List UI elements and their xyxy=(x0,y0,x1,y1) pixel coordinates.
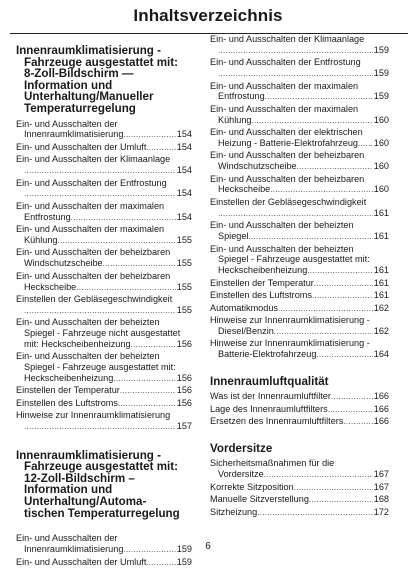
toc-entry-text: Heckscheibenheizung xyxy=(218,265,308,276)
toc-page-number: 166 xyxy=(373,391,389,402)
toc-page-number: 154 xyxy=(176,211,192,222)
section-heading-line: Information und xyxy=(24,78,113,92)
toc-entry[interactable] xyxy=(16,557,192,569)
toc-page-number: 159 xyxy=(373,68,389,79)
toc-entry-list xyxy=(16,119,192,433)
toc-entry-text: Ein- und Ausschalten der xyxy=(16,118,118,129)
dot-leader xyxy=(328,404,373,416)
toc-page-number: 160 xyxy=(373,114,389,125)
toc-entry[interactable] xyxy=(210,290,389,302)
toc-entry[interactable] xyxy=(16,317,192,350)
toc-entry-text: Ein- und Ausschalten der beheizten xyxy=(210,220,354,231)
toc-entry[interactable] xyxy=(210,34,389,57)
dot-leader xyxy=(218,68,373,80)
toc-entry[interactable] xyxy=(16,154,192,177)
toc-entry-text: Ein- und Ausschalten der Klimaanlage xyxy=(16,154,171,165)
toc-entry-text: Ein- und Ausschalten der Entfrostung xyxy=(210,57,361,68)
section-heading[interactable] xyxy=(16,45,192,115)
toc-entry-row xyxy=(210,161,389,173)
toc-entry-text: Ersetzen des Innenraumluftfilters xyxy=(210,416,344,427)
toc-entry[interactable] xyxy=(16,178,192,201)
toc-entry[interactable] xyxy=(210,416,389,428)
toc-entry-text: Ein- und Ausschalten der beheizbaren xyxy=(16,270,171,281)
toc-entry-text: Ein- und Ausschalten der Klimaanlage xyxy=(210,34,365,44)
toc-entry-row xyxy=(210,349,389,361)
toc-page-number: 161 xyxy=(373,207,389,218)
page-title: Inhaltsverzeichnis xyxy=(133,6,283,25)
toc-page-number: 154 xyxy=(176,188,192,199)
toc-page-number: 172 xyxy=(373,506,389,517)
toc-entry[interactable] xyxy=(210,104,389,127)
dot-leader xyxy=(146,557,175,569)
dot-leader xyxy=(252,115,373,127)
dot-leader xyxy=(316,349,372,361)
toc-entry-row xyxy=(210,265,389,277)
toc-entry-text: Kühlung xyxy=(218,114,252,125)
toc-entry-list xyxy=(210,458,389,518)
toc-page-number: 160 xyxy=(373,184,389,195)
toc-entry-row xyxy=(210,391,389,403)
section-heading-line: Unterhaltung/Automa- xyxy=(24,495,147,509)
toc-entry-row xyxy=(210,91,389,103)
toc-entry[interactable] xyxy=(210,244,389,277)
toc-entry[interactable] xyxy=(210,494,389,506)
section-heading-line: 8-Zoll-Bildschirm — xyxy=(24,67,134,81)
page-number: 6 xyxy=(205,541,211,552)
toc-entry-text: Ein- und Ausschalten der beheizten xyxy=(210,243,354,254)
toc-entry[interactable] xyxy=(210,404,389,416)
section-heading-line: 12-Zoll-Bildschirm – xyxy=(24,471,135,485)
toc-page-number: 161 xyxy=(373,231,389,242)
toc-entry-row xyxy=(210,494,389,506)
toc-entry[interactable] xyxy=(16,247,192,270)
toc-entry-text: Ein- und Ausschalten der beheizbaren xyxy=(210,150,365,161)
toc-entry-row xyxy=(16,339,192,351)
toc-entry-text: Lage des Innenraumluftfilters xyxy=(210,403,328,414)
toc-entry-text: Vordersitze xyxy=(218,469,264,480)
toc-entry-text: Spiegel - Fahrzeuge ausgestattet mit: xyxy=(24,362,176,373)
toc-entry-row xyxy=(16,282,192,294)
dot-leader xyxy=(123,129,175,141)
toc-entry-row xyxy=(16,235,192,247)
toc-entry-text: Heizung - Batterie-Elektrofahrzeug xyxy=(218,137,358,148)
toc-entry-text: Windschutzscheibe xyxy=(24,258,103,269)
dot-leader xyxy=(248,231,372,243)
toc-entry-text: Ein- und Ausschalten der maximalen xyxy=(210,103,359,114)
toc-entry-text: Einstellen der Temperatur xyxy=(16,385,120,396)
toc-entry-text: Einstellen der Temperatur xyxy=(210,277,314,288)
toc-entry[interactable] xyxy=(210,150,389,173)
toc-entry-text: Ein- und Ausschalten der maximalen xyxy=(210,80,359,91)
dot-leader xyxy=(71,212,176,224)
toc-entry-text: Sicherheitsmaßnahmen für die xyxy=(210,458,335,469)
dot-leader xyxy=(274,326,373,338)
toc-entry[interactable] xyxy=(16,142,192,154)
toc-entry-text: Ein- und Ausschalten der xyxy=(16,533,118,544)
toc-entry-row xyxy=(210,404,389,416)
dot-leader xyxy=(358,138,373,150)
toc-entry[interactable] xyxy=(210,220,389,243)
dot-leader xyxy=(307,265,372,277)
toc-entry[interactable] xyxy=(210,278,389,290)
toc-entry-text: Spiegel xyxy=(218,231,249,242)
toc-entry-text: Einstellen der Gebläsegeschwindigkeit xyxy=(16,294,173,305)
toc-page-number: 155 xyxy=(176,281,192,292)
dot-leader xyxy=(103,258,176,270)
toc-page-number: 167 xyxy=(373,469,389,480)
dot-leader xyxy=(218,208,373,220)
section-heading[interactable]: Vordersitze xyxy=(210,441,273,455)
toc-entry-row xyxy=(210,208,389,220)
section-heading-line: Innenraumklimatisierung - xyxy=(16,44,161,57)
toc-page-number: 154 xyxy=(176,129,192,140)
dot-leader xyxy=(58,235,176,247)
toc-entry-text: Entfrostung xyxy=(24,211,71,222)
toc-page-number: 160 xyxy=(373,137,389,148)
toc-entry-text: Ein- und Ausschalten der beheizten xyxy=(16,317,160,328)
toc-entry-text: Windschutzscheibe xyxy=(218,161,297,172)
toc-entry-row xyxy=(210,68,389,80)
toc-entry[interactable] xyxy=(16,351,192,384)
dot-leader xyxy=(278,303,373,315)
toc-entry[interactable] xyxy=(210,315,389,338)
section-heading[interactable] xyxy=(16,450,192,520)
toc-entry-text: Ein- und Ausschalten der Umluft xyxy=(16,141,147,152)
toc-entry-row xyxy=(16,398,192,410)
toc-entry-text: Spiegel - Fahrzeuge ausgestattet mit: xyxy=(218,254,370,265)
toc-entry-text: Ein- und Ausschalten der Umluft xyxy=(16,556,147,567)
toc-entry-row xyxy=(210,469,389,481)
toc-entry[interactable] xyxy=(16,224,192,247)
toc-entry-row xyxy=(210,290,389,302)
toc-entry-row xyxy=(210,231,389,243)
dot-leader xyxy=(270,184,373,196)
toc-entry-text: Ein- und Ausschalten der beheizbaren xyxy=(210,173,365,184)
toc-entry-text: Was ist der Innenraumluftfilter xyxy=(210,391,331,402)
dot-leader xyxy=(309,494,373,506)
dot-leader xyxy=(131,339,176,351)
left-column xyxy=(16,45,192,569)
section-heading-line: Information und xyxy=(24,483,113,497)
toc-entry-row xyxy=(16,373,192,385)
toc-entry-text: Korrekte Sitzposition xyxy=(210,481,294,492)
toc-entry-text: Ein- und Ausschalten der maximalen xyxy=(16,200,165,211)
toc-entry-row xyxy=(210,326,389,338)
toc-entry-row xyxy=(16,129,192,141)
toc-entry[interactable] xyxy=(210,303,389,315)
toc-page-number: 159 xyxy=(176,544,192,555)
toc-entry[interactable] xyxy=(210,482,389,494)
toc-page-number: 156 xyxy=(176,385,192,396)
toc-page-number: 160 xyxy=(373,161,389,172)
toc-entry-text: Ein- und Ausschalten der elektrischen xyxy=(210,127,363,138)
dot-leader xyxy=(265,91,373,103)
toc-entry[interactable] xyxy=(210,338,389,361)
section-heading-line: Innenraumklimatisierung - xyxy=(16,448,161,462)
toc-entry-row xyxy=(16,165,192,177)
toc-page-number: 159 xyxy=(373,44,389,55)
toc-entry-text: Ein- und Ausschalten der Entfrostung xyxy=(16,177,167,188)
toc-entry-text: Einstellen des Luftstroms xyxy=(16,397,118,408)
toc-page-number: 166 xyxy=(373,416,389,427)
dot-leader xyxy=(257,507,373,519)
toc-entry[interactable] xyxy=(210,174,389,197)
toc-entry-row xyxy=(16,385,192,397)
dot-leader xyxy=(314,278,373,290)
dot-leader xyxy=(312,290,373,302)
toc-page-number: 156 xyxy=(176,372,192,383)
toc-entry[interactable] xyxy=(210,197,389,220)
toc-entry[interactable] xyxy=(210,507,389,519)
toc-entry-row xyxy=(16,212,192,224)
dot-leader xyxy=(146,142,175,154)
toc-page-number: 155 xyxy=(176,304,192,315)
toc-page-number: 161 xyxy=(373,265,389,276)
toc-entry[interactable] xyxy=(210,81,389,104)
toc-entry-row xyxy=(210,303,389,315)
toc-entry[interactable] xyxy=(16,294,192,317)
toc-page-number: 161 xyxy=(373,290,389,301)
toc-entry-text: Manuelle Sitzverstellung xyxy=(210,494,309,505)
toc-entry[interactable] xyxy=(210,458,389,481)
toc-entry-text: Heckscheibenheizung xyxy=(24,372,114,383)
section-heading-line: Fahrzeuge ausgestattet mit: xyxy=(24,460,178,474)
section-heading-line: Unterhaltung/Manueller xyxy=(24,90,154,104)
toc-page-number: 166 xyxy=(373,403,389,414)
toc-page-number: 159 xyxy=(176,556,192,567)
dot-leader xyxy=(294,482,373,494)
toc-entry-text: Hinweise zur Innenraumklimatisierung xyxy=(16,410,171,421)
toc-page-number: 168 xyxy=(373,494,389,505)
dot-leader xyxy=(297,161,373,173)
toc-entry-row xyxy=(210,184,389,196)
toc-entry-text: Heckscheibe xyxy=(218,184,271,195)
toc-entry[interactable] xyxy=(16,398,192,410)
toc-page-number: 156 xyxy=(176,397,192,408)
toc-entry-text: mit: Heckscheibenheizung xyxy=(24,338,131,349)
toc-entry-text: Kühlung xyxy=(24,234,58,245)
toc-entry-row xyxy=(16,421,192,433)
toc-page-number: 157 xyxy=(176,421,192,432)
toc-page-number: 155 xyxy=(176,234,192,245)
toc-entry-row xyxy=(210,115,389,127)
toc-entry-text: Sitzheizung xyxy=(210,506,258,517)
toc-entry-text: Einstellen der Gebläsegeschwindigkeit xyxy=(210,196,367,207)
toc-entry-text: Entfrostung xyxy=(218,91,265,102)
section-heading-line: tischen Temperaturregelung xyxy=(24,506,180,520)
toc-entry-list xyxy=(210,34,389,361)
toc-entry[interactable] xyxy=(16,385,192,397)
toc-entry[interactable] xyxy=(16,201,192,224)
dot-leader xyxy=(118,398,176,410)
dot-leader xyxy=(24,188,176,200)
toc-entry[interactable] xyxy=(16,410,192,433)
dot-leader xyxy=(24,421,176,433)
toc-entry-list xyxy=(210,391,389,428)
dot-leader xyxy=(120,385,176,397)
toc-entry-text: Ein- und Ausschalten der beheizbaren xyxy=(16,247,171,258)
toc-page-number: 162 xyxy=(373,325,389,336)
toc-entry-text: Heckscheibe xyxy=(24,281,77,292)
toc-entry-text: Spiegel - Fahrzeuge nicht ausgestattet xyxy=(24,328,181,339)
toc-entry-row xyxy=(16,142,192,154)
dot-leader xyxy=(331,391,373,403)
toc-entry-row xyxy=(210,278,389,290)
toc-entry-row xyxy=(210,45,389,57)
toc-entry[interactable] xyxy=(210,391,389,403)
dot-leader xyxy=(343,416,372,428)
toc-page-number: 154 xyxy=(176,141,192,152)
toc-page-number: 155 xyxy=(176,258,192,269)
toc-entry-text: Ein- und Ausschalten der maximalen xyxy=(16,224,165,235)
toc-entry-text: Innenraumklimatisierung xyxy=(24,544,124,555)
toc-page-number: 154 xyxy=(176,165,192,176)
toc-entry[interactable] xyxy=(210,127,389,150)
toc-entry-row xyxy=(210,138,389,150)
toc-page-number: 164 xyxy=(373,349,389,360)
dot-leader xyxy=(113,373,175,385)
dot-leader xyxy=(24,305,176,317)
toc-entry-row xyxy=(16,557,192,569)
toc-page-number: 159 xyxy=(373,91,389,102)
dot-leader xyxy=(76,282,176,294)
dot-leader xyxy=(218,45,373,57)
toc-entry-row xyxy=(210,416,389,428)
dot-leader xyxy=(24,165,176,177)
toc-entry-text: Innenraumklimatisierung xyxy=(24,129,124,140)
toc-entry-text: Hinweise zur Innenraumklimatisierung - xyxy=(210,315,370,326)
toc-page-number: 167 xyxy=(373,481,389,492)
toc-entry-text: Automatikmodus xyxy=(210,302,278,313)
toc-entry-text: Hinweise zur Innenraumklimatisierung - xyxy=(210,338,370,349)
section-heading-line: Temperaturregelung xyxy=(24,101,136,115)
section-heading[interactable]: Innenraumluftqualität xyxy=(210,374,329,388)
toc-entry-row xyxy=(16,188,192,200)
toc-entry[interactable] xyxy=(16,119,192,142)
toc-page-number: 161 xyxy=(373,277,389,288)
toc-entry-text: Batterie-Elektrofahrzeug xyxy=(218,349,317,360)
dot-leader xyxy=(264,469,373,481)
right-column xyxy=(210,34,389,519)
toc-entry[interactable] xyxy=(210,57,389,80)
toc-page-number: 162 xyxy=(373,302,389,313)
toc-entry-text: Diesel/Benzin xyxy=(218,325,274,336)
toc-entry-text: Einstellen des Luftstroms xyxy=(210,290,312,301)
toc-entry-row xyxy=(210,482,389,494)
toc-entry-text: Ein- und Ausschalten der beheizten xyxy=(16,351,160,362)
toc-entry-row xyxy=(210,507,389,519)
toc-entry-row xyxy=(16,305,192,317)
toc-entry[interactable] xyxy=(16,271,192,294)
section-heading-line: Fahrzeuge ausgestattet mit: xyxy=(24,55,178,69)
toc-page-number: 156 xyxy=(176,338,192,349)
toc-entry-row xyxy=(16,258,192,270)
